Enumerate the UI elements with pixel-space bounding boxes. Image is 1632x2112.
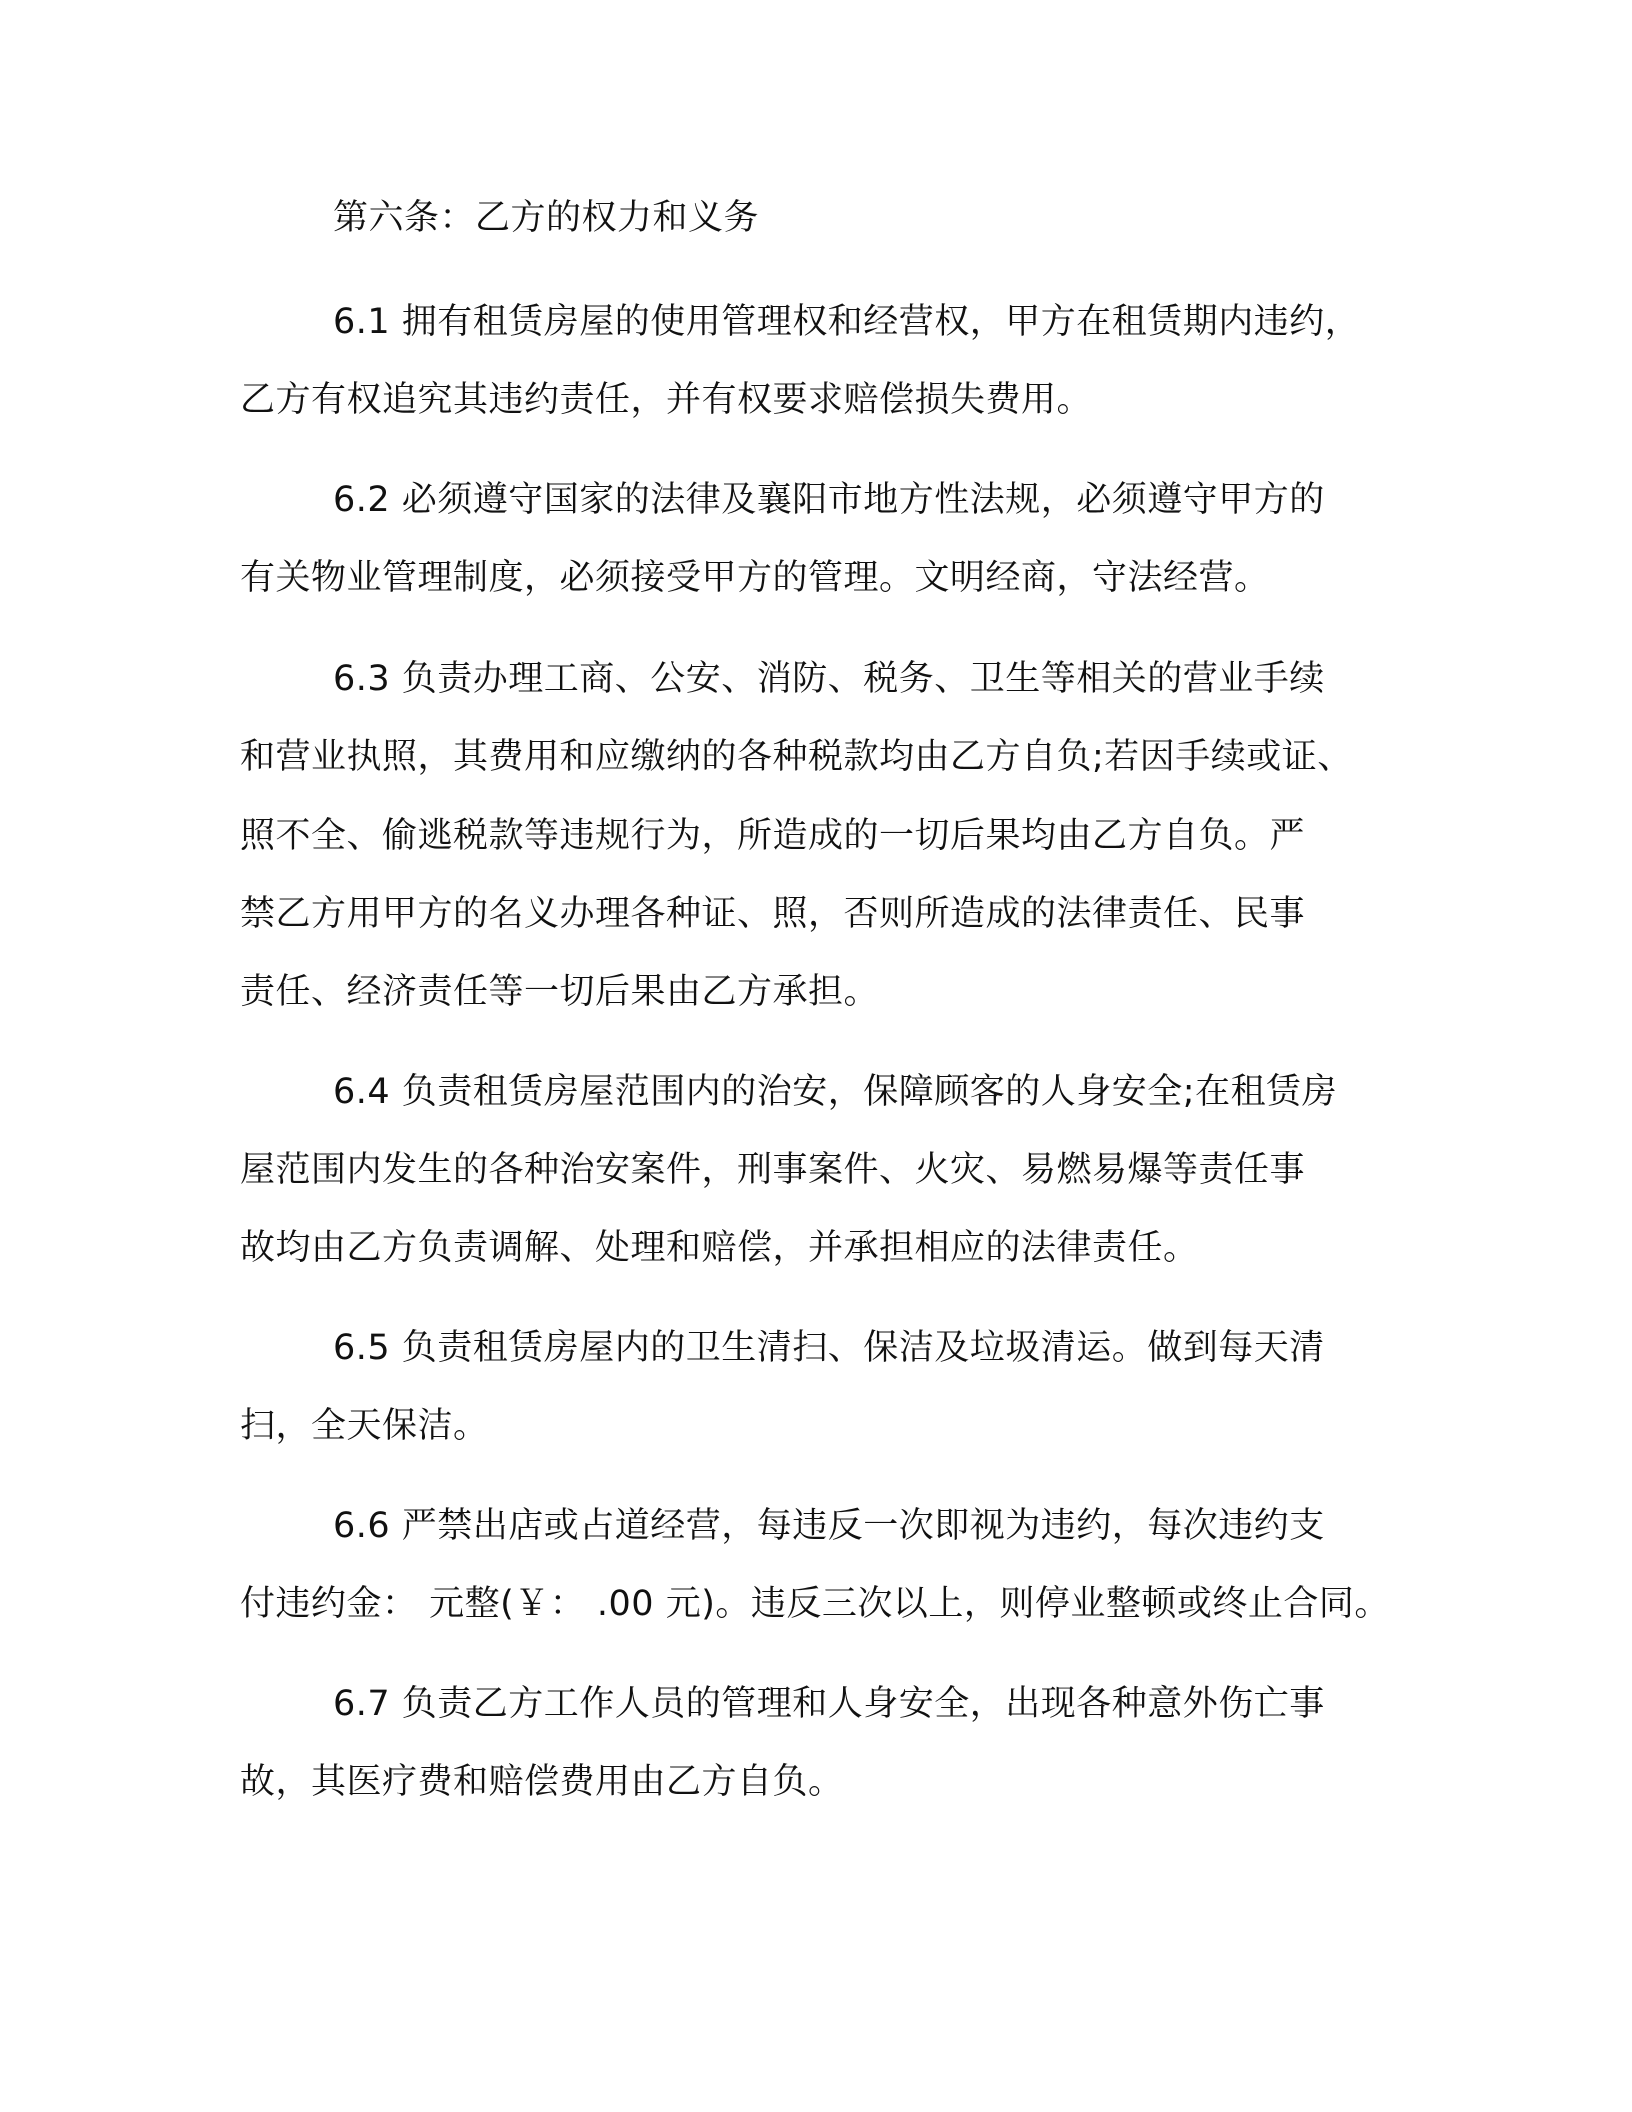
clause-line: 故均由乙方负责调解、处理和赔偿，并承担相应的法律责任。 <box>240 1228 1199 1268</box>
section-heading: 第六条：乙方的权力和义务 <box>333 198 760 238</box>
clause-line: 故，其医疗费和赔偿费用由乙方自负。 <box>240 1762 844 1802</box>
clause-line: 乙方有权追究其违约责任，并有权要求赔偿损失费用。 <box>240 380 1093 420</box>
clause-line: 扫，全天保洁。 <box>240 1406 489 1446</box>
clause-line: 照不全、偷逃税款等违规行为，所造成的一切后果均由乙方自负。严 <box>240 816 1306 856</box>
clause-line: 6.1 拥有租赁房屋的使用管理权和经营权，甲方在租赁期内违约， <box>333 302 1361 342</box>
clause-line: 付违约金： 元整(￥： .00 元)。违反三次以上，则停业整顿或终止合同。 <box>240 1584 1390 1624</box>
clause-line: 责任、经济责任等一切后果由乙方承担。 <box>240 972 880 1012</box>
clause-line: 6.5 负责租赁房屋内的卫生清扫、保洁及垃圾清运。做到每天清 <box>333 1328 1325 1368</box>
clause-line: 和营业执照，其费用和应缴纳的各种税款均由乙方自负;若因手续或证、 <box>240 737 1353 777</box>
clause-line: 禁乙方用甲方的名义办理各种证、照，否则所造成的法律责任、民事 <box>240 894 1306 934</box>
clause-line: 6.4 负责租赁房屋范围内的治安，保障顾客的人身安全;在租赁房 <box>333 1072 1338 1112</box>
clause-line: 6.7 负责乙方工作人员的管理和人身安全，出现各种意外伤亡事 <box>333 1684 1325 1724</box>
clause-line: 6.3 负责办理工商、公安、消防、税务、卫生等相关的营业手续 <box>333 659 1325 699</box>
clause-line: 有关物业管理制度，必须接受甲方的管理。文明经商，守法经营。 <box>240 558 1270 598</box>
clause-line: 6.2 必须遵守国家的法律及襄阳市地方性法规，必须遵守甲方的 <box>333 480 1325 520</box>
clause-line: 屋范围内发生的各种治安案件，刑事案件、火灾、易燃易爆等责任事 <box>240 1150 1306 1190</box>
clause-line: 6.6 严禁出店或占道经营，每违反一次即视为违约，每次违约支 <box>333 1506 1325 1546</box>
